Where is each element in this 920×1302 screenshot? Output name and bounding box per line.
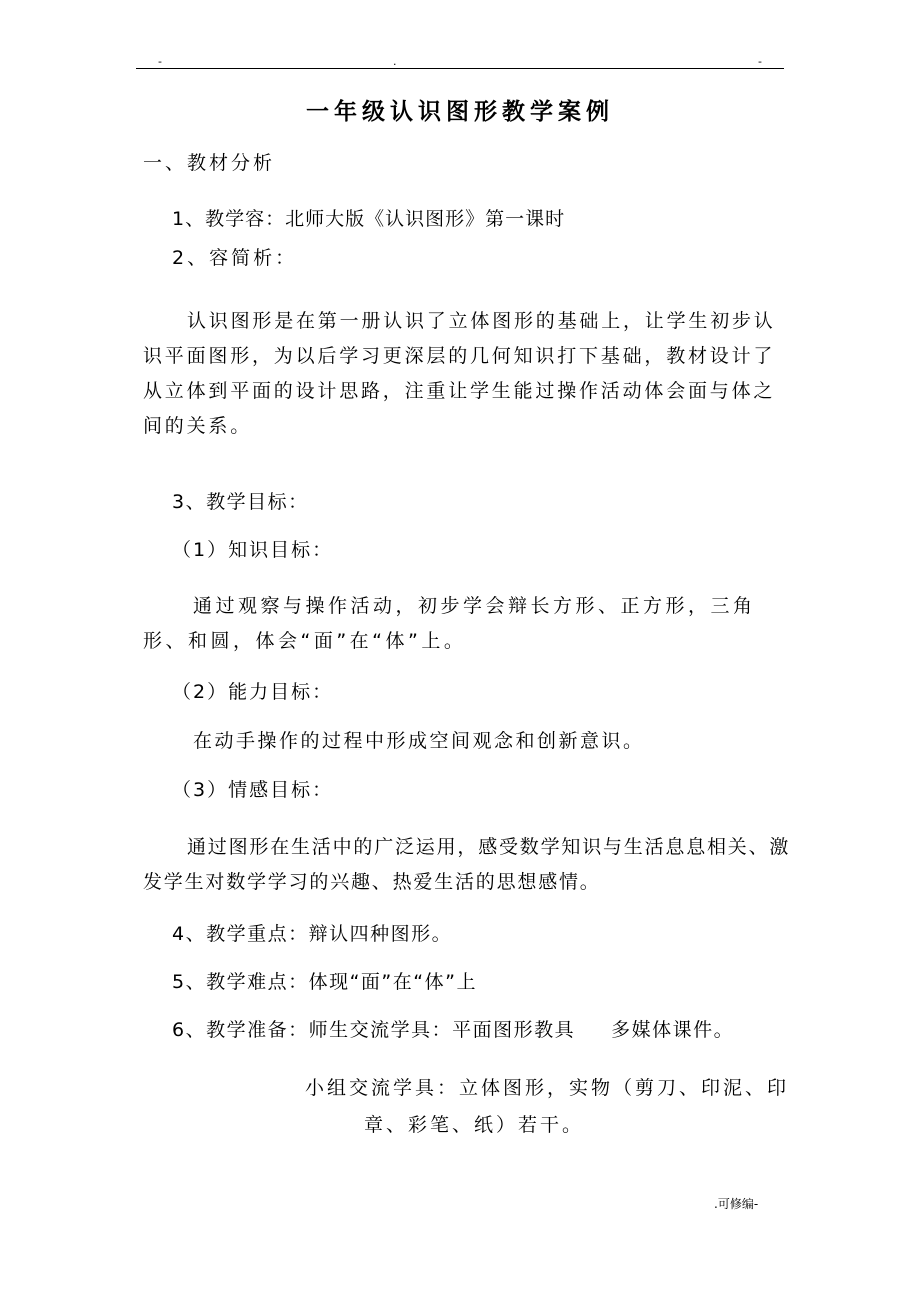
preparation-text: 6、教学准备：师生交流学具：平面图形教具 [172, 1019, 576, 1041]
analysis-paragraph [143, 304, 791, 444]
item-goals-label: 3、教学目标： [172, 491, 309, 513]
footer-note: .可修编- [714, 1197, 759, 1211]
item-content: 1、教学容：北师大版《认识图形》第一课时 [172, 208, 566, 230]
emotion-goal-paragraph [143, 830, 791, 900]
preparation-multimedia: 多媒体课件。 [611, 1019, 735, 1041]
section-heading: 一、教材分析 [143, 152, 276, 174]
document-title: 一年级认识图形教学案例 [306, 99, 614, 125]
knowledge-goal-paragraph [143, 589, 791, 659]
item-analysis-label: 2、容简析： [172, 247, 298, 269]
item-difficulty: 5、教学难点：体现“面”在“体”上 [172, 971, 477, 993]
header-rule [136, 68, 784, 69]
emotion-goal-text: 通过图形在生活中的广泛运用，感受数学知识与生活息息相关、激发学生对数学学习的兴趣、热爱生活的思想感情。 [143, 836, 791, 893]
analysis-paragraph-text: 认识图形是在第一册认识了立体图形的基础上，让学生初步认识平面图形，为以后学习更深层的几何知识打下基础，教材设计了从立体到平面的设计思路，注重让学生能过操作活动体会面与体之间的关系。 [143, 310, 776, 437]
ability-goal-text: 在动手操作的过程中形成空间观念和创新意识。 [193, 730, 645, 752]
item-preparation [172, 1018, 734, 1042]
header-center-mark: . [393, 55, 397, 68]
header-right-mark: - [758, 55, 762, 68]
emotion-goal-label: （3）情感目标： [172, 779, 334, 801]
group-materials-line2: 章、彩笔、纸）若干。 [364, 1114, 585, 1136]
ability-goal-label: （2）能力目标： [172, 681, 334, 703]
header-left-mark: - [158, 55, 162, 68]
group-materials-line1: 小组交流学具：立体图形，实物（剪刀、印泥、印 [305, 1077, 790, 1099]
item-key-point: 4、教学重点：辩认四种图形。 [172, 923, 453, 945]
knowledge-goal-label: （1）知识目标： [172, 539, 334, 561]
knowledge-goal-text: 通过观察与操作活动，初步学会辩长方形、正方形，三角形、和圆，体会“面”在“体”上。 [143, 595, 756, 652]
